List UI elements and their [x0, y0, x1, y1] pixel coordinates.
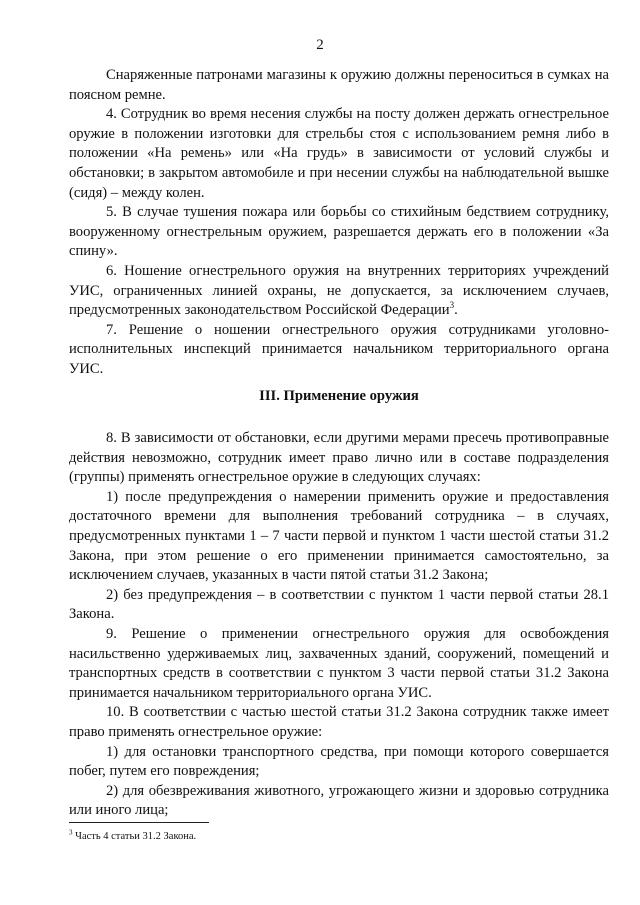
footnote-marker: 3 — [69, 828, 73, 837]
paragraph-6-tail: . — [454, 302, 458, 319]
footnote-reference: 3 — [449, 300, 455, 311]
document-body — [69, 66, 609, 821]
paragraph-10-item-1: 1) для остановки транспортного средства, при помощи которого совершается побег, путем его повреждения; — [69, 743, 609, 780]
paragraph-5: 5. В случае тушения пожара или борьбы со стихийным бедствием сотруднику, вооруженному огнестрельным оружием, разрешается держать его в положении «За спину». — [69, 204, 609, 260]
paragraph-carryover: Снаряженные патронами магазины к оружию должны переноситься в сумках на поясном ремне. — [69, 67, 609, 103]
paragraph-9: 9. Решение о применении огнестрельного оружия для освобождения насильственно удерживаемых лиц, захваченных зданий, сооружений, помещений и транспортных средств в соответствии с пунктом 3 части первой статьи 31.2 Закона принимается начальником территориального органа УИС. — [69, 626, 609, 701]
paragraph-10-item-2: 2) для обезвреживания животного, угрожающего жизни и здоровью сотрудника или иного лица; — [69, 782, 609, 819]
paragraph-8: 8. В зависимости от обстановки, если другими мерами пресечь противоправные действия невозможно, сотрудник имеет право лично или в составе подразделения (группы) применять огнестрельное оружие в следующих случаях: — [69, 430, 609, 486]
paragraph-4: 4. Сотрудник во время несения службы на посту должен держать огнестрельное оружие в положении изготовки для стрельбы стоя с использованием ремня либо в положении «На ремень» или «На грудь» в зависимости от условий службы и обстановки; в закрытом автомобиле и при несении службы на наблюдательной вышке (сидя) – между колен. — [69, 106, 609, 201]
paragraph-8-item-1: 1) после предупреждения о намерении применить оружие и предоставления достаточного времени для выполнения требований сотрудника – в случаях, предусмотренных пунктами 1 – 7 части первой и пунктом 1 части шестой статьи 31.2 Закона, при этом решение о его применении принимается самостоятельно, за исключением случаев, указанных в части пятой статьи 31.2 Закона; — [69, 488, 609, 584]
footnote-text: Часть 4 статьи 31.2 Закона. — [75, 831, 197, 842]
footnote-divider — [69, 822, 209, 823]
paragraph-6 — [69, 262, 609, 321]
paragraph-7: 7. Решение о ношении огнестрельного оружия сотрудниками уголовно-исполнительных инспекций принимается начальником территориального органа УИС. — [69, 321, 609, 377]
paragraph-10: 10. В соответствии с частью шестой статьи 31.2 Закона сотрудник также имеет право применять огнестрельное оружие: — [69, 704, 609, 740]
page-number: 2 — [316, 37, 324, 53]
section-heading: III. Применение оружия — [259, 387, 419, 404]
footnote — [69, 830, 196, 843]
paragraph-6-text: 6. Ношение огнестрельного оружия на внутренних территориях учреждений УИС, ограниченных линией охраны, не допускается, за исключением случаев, предусмотренных законодательством Российской Федерации — [69, 262, 609, 319]
paragraph-8-item-2: 2) без предупреждения – в соответствии с пунктом 1 части первой статьи 28.1 Закона. — [69, 586, 609, 623]
